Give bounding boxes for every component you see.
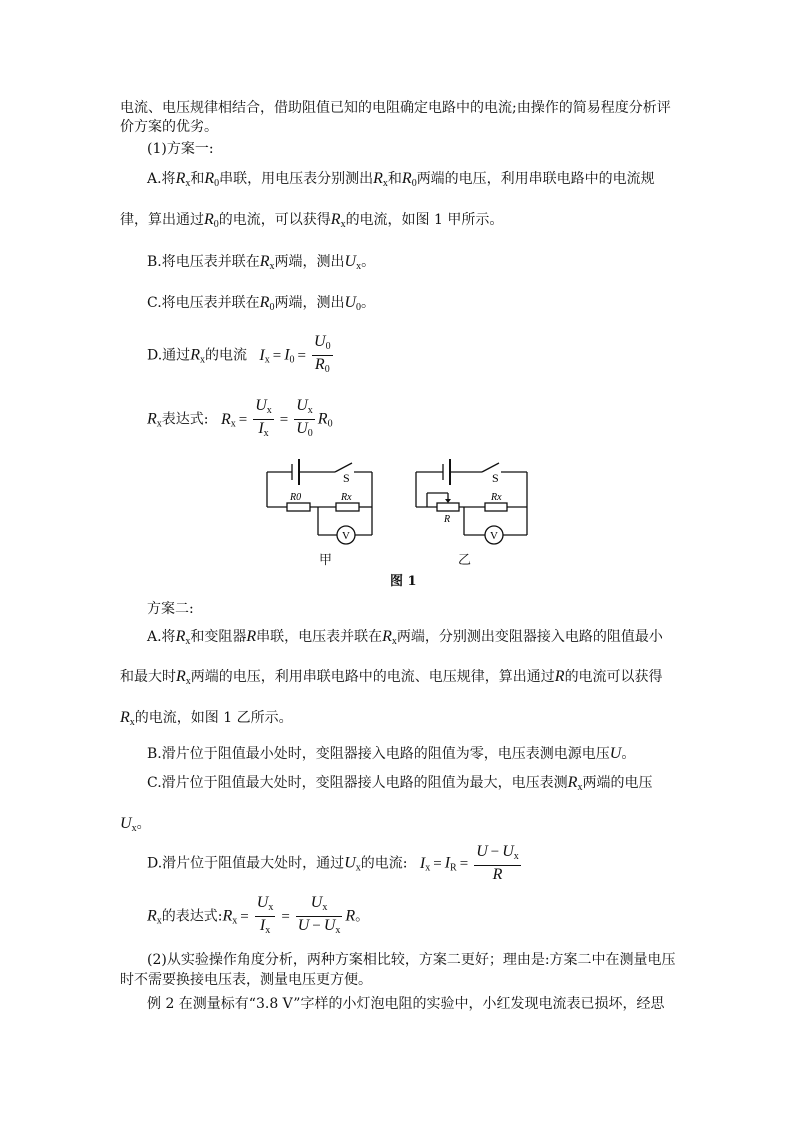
- switch-label-right: S: [492, 471, 499, 485]
- switch-label-left: S: [343, 471, 350, 485]
- circuit-left: [267, 459, 372, 544]
- conclusion-line-2: 时不需要换接电压表，测量电压更方便。: [120, 972, 372, 988]
- intro-line-2: 价方案的优劣。: [120, 119, 218, 135]
- plan2-step-a-cont2: $R_x$的电流，如图 1 乙所示。: [120, 709, 293, 728]
- voltmeter-label-right: V: [490, 530, 498, 542]
- example-2-line: 例 2 在测量标有“3.8 V”字样的小灯泡电阻的实验中，小红发现电流表已损坏，经思: [147, 996, 665, 1012]
- resistor-rx: [336, 503, 359, 511]
- plan2-step-c: C.滑片位于阻值最大处时，变阻器接人电路的阻值为最大，电压表测$R_x$两端的电压: [147, 774, 653, 793]
- plan1-step-b: B.将电压表并联在$R_x$两端，测出$U_x$。: [147, 253, 376, 272]
- circuit-right: [416, 459, 527, 544]
- figure-title: 图 1: [390, 574, 417, 589]
- plan1-step-a-cont: 律，算出通过$R_0$的电流，可以获得$R_x$的电流，如图 1 甲所示。: [120, 211, 504, 230]
- rheostat-r: [437, 503, 459, 511]
- plan2-expression: $R_x$的表达式$:R_x$ = $\frac{U_x}{I_x}$ = $\frac{U_x}{U - U_x}$ R。: [147, 894, 370, 936]
- resistor-r0: [287, 503, 310, 511]
- plan1-step-a: A.将$R_x$和$R_0$串联，用电压表分别测出$R_x$和$R_0$两端的电压，利用串联电路中的电流规: [147, 170, 655, 189]
- intro-line-1: 电流、电压规律相结合，借助阻值已知的电阻确定电路中的电流;由操作的简易程度分析评: [120, 100, 671, 116]
- plan1-expression: $R_x$表达式: $R_x$ = $\frac{U_x}{I_x}$ = $\frac{U_x}{U_0}$ $R_0$: [147, 397, 333, 439]
- resistor-rx-right: [485, 503, 507, 511]
- caption-left: 甲: [319, 553, 333, 568]
- conclusion-line-1: (2)从实验操作角度分析，两种方案相比较，方案二更好；理由是:方案二中在测量电压: [147, 952, 676, 968]
- plan2-step-a: A.将$R_x$和变阻器R串联，电压表并联在$R_x$两端，分别测出变阻器接入电路的阻值最小: [147, 628, 663, 647]
- label-r: R: [444, 514, 451, 525]
- plan2-step-c-cont: $U_x$。: [120, 815, 151, 834]
- plan2-step-a-cont: 和最大时$R_x$两端的电压，利用串联电路中的电流、电压规律，算出通过R的电流可以获得: [120, 668, 663, 687]
- plan2-step-d: D.滑片位于阻值最大处时，通过$U_x$的电流: $I_x = I_R$ = $\frac{U - U_x}{R}$: [147, 843, 519, 883]
- plan2-title: 方案二:: [147, 601, 194, 617]
- label-r0: R0: [290, 492, 302, 503]
- plan1-step-d: D.通过$R_x$的电流 $I_x = I_0$ = $\frac{U_0}{R_0}$: [147, 333, 336, 381]
- label-rx: Rx: [341, 492, 352, 503]
- plan2-step-b: B.滑片位于阻值最小处时，变阻器接入电路的阻值为零，电压表测电源电压U。: [147, 745, 636, 762]
- plan1-title: (1)方案一:: [147, 141, 214, 157]
- caption-right: 乙: [458, 553, 472, 568]
- voltmeter-label-left: V: [342, 530, 350, 542]
- label-rx-right: Rx: [491, 492, 502, 503]
- formula-i0: $\frac{U_0}{R_0}$: [314, 333, 331, 375]
- plan1-step-c: C.将电压表并联在$R_0$两端，测出$U_0$。: [147, 294, 376, 313]
